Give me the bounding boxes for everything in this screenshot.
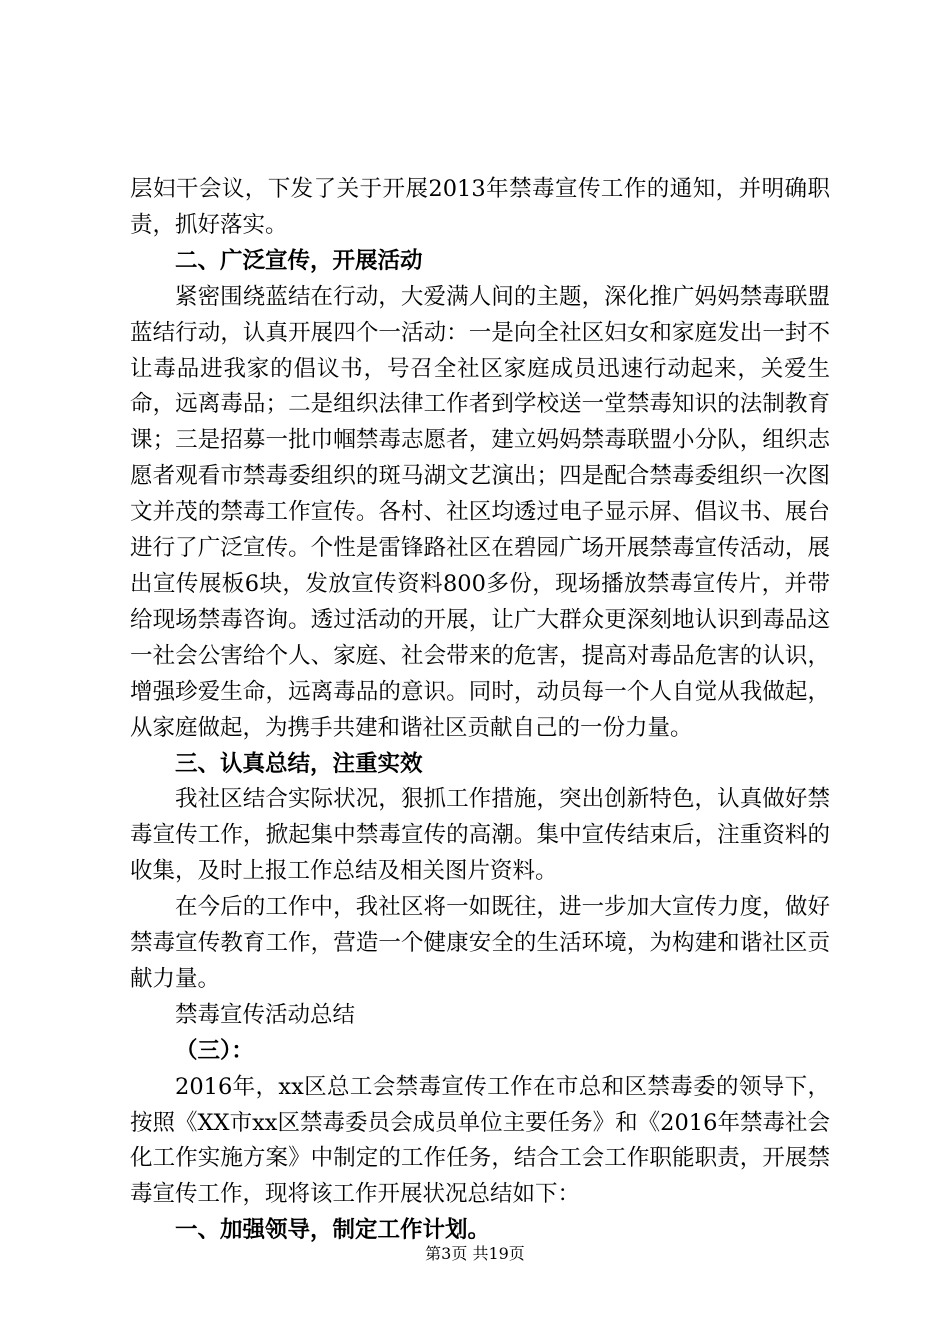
section-heading-3: 三、认真总结，注重实效 (175, 750, 423, 777)
document-body (130, 172, 830, 1249)
body-paragraph: 我社区结合实际状况，狠抓工作措施，突出创新特色，认真做好禁毒宣传工作，掀起集中禁毒宣传的高潮。集中宣传结束后，注重资料的收集，及时上报工作总结及相关图片资料。 (130, 786, 830, 885)
body-paragraph: 紧密围绕蓝结在行动，大爱满人间的主题，深化推广妈妈禁毒联盟蓝结行动，认真开展四个一活动：一是向全社区妇女和家庭发出一封不让毒品进我家的倡议书，号召全社区家庭成员迅速行动起来，关爱生命，远离毒品；二是组织法律工作者到学校送一堂禁毒知识的法制教育课；三是招募一批巾帼禁毒志愿者，建立妈妈禁毒联盟小分队，组织志愿者观看市禁毒委组织的斑马湖文艺演出；四是配合禁毒委组织一次图文并茂的禁毒工作宣传。各村、社区均透过电子显示屏、倡议书、展台进行了广泛宣传。个性是雷锋路社区在碧园广场开展禁毒宣传活动，展出宣传展板6块，发放宣传资料800多份，现场播放禁毒宣传片，并带给现场禁毒咨询。透过活动的开展，让广大群众更深刻地认识到毒品这一社会公害给个人、家庭、社会带来的危害，提高对毒品危害的认识，增强珍爱生命，远离毒品的意识。同时，动员每一个人自觉从我做起，从家庭做起，为携手共建和谐社区贡献自己的一份力量。 (130, 283, 830, 741)
section-heading-1: 一、加强领导，制定工作计划。 (175, 1217, 491, 1244)
body-paragraph: 在今后的工作中，我社区将一如既往，进一步加大宣传力度，做好禁毒宣传教育工作，营造一个健康安全的生活环境，为构建和谐社区贡献力量。 (130, 894, 830, 992)
part-label: （三）： (175, 1037, 254, 1064)
page-number: 第3页 共19页 (425, 1244, 525, 1263)
body-paragraph: 2016年，xx区总工会禁毒宣传工作在市总和区禁毒委的领导下，按照《XX市xx区禁毒委员会成员单位主要任务》和《2016年禁毒社会化工作实施方案》中制定的工作任务，结合工会工作职能职责，开展禁毒宣传工作，现将该工作开展状况总结如下： (130, 1073, 830, 1208)
document-subtitle: 禁毒宣传活动总结 (175, 1001, 356, 1028)
section-heading-2: 二、广泛宣传，开展活动 (175, 247, 423, 274)
body-paragraph: 层妇干会议，下发了关于开展2013年禁毒宣传工作的通知，并明确职责，抓好落实。 (130, 176, 830, 238)
